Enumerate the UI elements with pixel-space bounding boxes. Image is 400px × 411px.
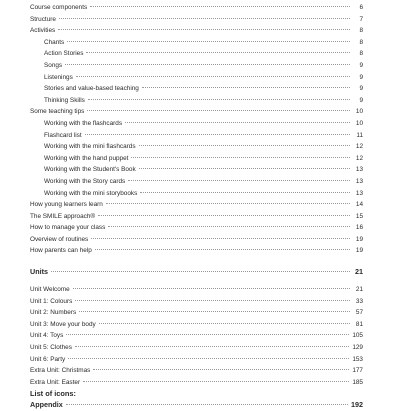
toc-introduction-section — [30, 2, 363, 257]
toc-entry-label: Working with the flashcards — [44, 118, 123, 130]
toc-entry-page: 11 — [352, 130, 363, 142]
toc-entry-label: Unit 5: Clothes — [30, 342, 73, 354]
toc-entry-label: Listenings — [44, 72, 74, 84]
toc-entry-label: Unit 1: Colours — [30, 296, 73, 308]
dot-leader — [99, 323, 350, 324]
dot-leader — [59, 18, 350, 19]
toc-entry[interactable] — [30, 222, 363, 234]
toc-heading-page: 21 — [352, 265, 363, 278]
toc-subentry[interactable] — [30, 118, 363, 130]
dot-leader — [67, 41, 350, 42]
toc-entry-label: Working with the Story cards — [44, 176, 126, 188]
toc-subentry[interactable] — [30, 72, 363, 84]
toc-entry-label: Action Stories — [44, 48, 84, 60]
toc-heading-appendix[interactable] — [30, 398, 363, 411]
toc-subentry[interactable] — [30, 95, 363, 107]
toc-entry-page: 14 — [352, 199, 363, 211]
toc-entry-page: 129 — [351, 342, 363, 354]
toc-entry-page: 16 — [352, 222, 363, 234]
toc-heading-label: Appendix — [30, 400, 63, 410]
list-of-icons-title: List of icons: — [30, 389, 76, 398]
toc-subentry[interactable] — [30, 141, 363, 153]
toc-units-section — [30, 284, 363, 388]
dot-leader — [51, 271, 350, 272]
toc-entry-label: How parents can help — [30, 245, 93, 257]
toc-entry-page: 12 — [352, 153, 363, 165]
toc-entry-label: Thinking Skills — [44, 95, 86, 107]
toc-entry-label: Overview of routines — [30, 234, 89, 246]
dot-leader — [90, 6, 350, 7]
toc-entry-label: Unit Welcome — [30, 284, 71, 296]
dot-leader — [93, 369, 349, 370]
dot-leader — [87, 110, 350, 111]
toc-entry-page: 8 — [352, 25, 363, 37]
table-of-contents — [30, 2, 363, 411]
section-spacer — [30, 388, 363, 398]
toc-entry[interactable] — [30, 307, 363, 319]
toc-entry-page: 9 — [352, 72, 363, 84]
dot-leader — [142, 87, 350, 88]
dot-leader — [128, 180, 350, 181]
toc-subentry[interactable] — [30, 37, 363, 49]
toc-entry[interactable] — [30, 245, 363, 257]
toc-entry-page: 153 — [351, 354, 363, 366]
toc-subentry[interactable] — [30, 60, 363, 72]
toc-entry-label: Working with the hand puppet — [44, 153, 129, 165]
dot-leader — [85, 134, 350, 135]
dot-leader — [79, 311, 350, 312]
toc-entry-page: 21 — [352, 284, 363, 296]
toc-entry-page: 185 — [351, 377, 363, 389]
toc-subentry[interactable] — [30, 83, 363, 95]
toc-entry-page: 8 — [352, 37, 363, 49]
toc-entry-label: Unit 4: Toys — [30, 330, 64, 342]
dot-leader — [140, 192, 350, 193]
toc-entry[interactable] — [30, 234, 363, 246]
section-spacer — [30, 257, 363, 265]
toc-entry-page: 177 — [351, 365, 363, 377]
toc-entry-label: Some teaching tips — [30, 106, 85, 118]
toc-heading-page: 192 — [351, 400, 363, 410]
toc-entry[interactable] — [30, 106, 363, 118]
toc-subentry[interactable] — [30, 48, 363, 60]
toc-entry-page: 9 — [352, 83, 363, 95]
dot-leader — [91, 238, 350, 239]
toc-entry-page: 9 — [352, 60, 363, 72]
toc-entry-page: 57 — [352, 307, 363, 319]
toc-entry-label: Course components — [30, 2, 88, 14]
toc-entry-label: Unit 3: Move your body — [30, 319, 97, 331]
toc-entry-label: How to manage your class — [30, 222, 106, 234]
toc-entry[interactable] — [30, 354, 363, 366]
dot-leader — [58, 29, 350, 30]
toc-entry-label: How young learners learn — [30, 199, 104, 211]
toc-heading-units[interactable] — [30, 265, 363, 278]
toc-entry-page: 105 — [351, 330, 363, 342]
toc-entry-page: 8 — [352, 48, 363, 60]
toc-entry-page: 10 — [352, 118, 363, 130]
toc-entry[interactable] — [30, 342, 363, 354]
toc-subentry[interactable] — [30, 130, 363, 142]
toc-entry[interactable] — [30, 211, 363, 223]
dot-leader — [131, 157, 350, 158]
toc-entry-label: Flashcard list — [44, 130, 83, 142]
dot-leader — [83, 381, 349, 382]
toc-entry-label: Extra Unit: Easter — [30, 377, 81, 389]
toc-subentry[interactable] — [30, 164, 363, 176]
toc-entry-label: Activities — [30, 25, 56, 37]
toc-entry-page: 19 — [352, 234, 363, 246]
toc-entry[interactable] — [30, 25, 363, 37]
dot-leader — [95, 249, 350, 250]
toc-entry[interactable] — [30, 296, 363, 308]
toc-entry-label: Unit 6: Party — [30, 354, 66, 366]
toc-entry-page: 9 — [352, 95, 363, 107]
toc-entry-page: 13 — [352, 188, 363, 200]
toc-entry-page: 10 — [352, 106, 363, 118]
dot-leader — [88, 99, 350, 100]
dot-leader — [66, 334, 349, 335]
toc-entry-page: 13 — [352, 176, 363, 188]
dot-leader — [76, 76, 350, 77]
toc-subentry[interactable] — [30, 188, 363, 200]
toc-entry-label: Unit 2: Numbers — [30, 307, 77, 319]
dot-leader — [73, 288, 350, 289]
toc-entry-page: 7 — [352, 14, 363, 26]
toc-entry-label: Structure — [30, 14, 57, 26]
toc-entry-label: Songs — [44, 60, 63, 72]
toc-entry-page: 19 — [352, 245, 363, 257]
toc-subentry[interactable] — [30, 153, 363, 165]
toc-entry-label: The SMILE approach® — [30, 211, 96, 223]
toc-entry-page: 6 — [352, 2, 363, 14]
toc-entry-label: Working with the mini storybooks — [44, 188, 138, 200]
toc-entry[interactable] — [30, 319, 363, 331]
toc-entry-page: 15 — [352, 211, 363, 223]
toc-entry[interactable] — [30, 199, 363, 211]
dot-leader — [68, 358, 349, 359]
toc-entry[interactable] — [30, 377, 363, 389]
toc-entry-label: Working with the Student's Book — [44, 164, 137, 176]
dot-leader — [125, 122, 350, 123]
dot-leader — [75, 300, 350, 301]
toc-entry-label: Chants — [44, 37, 65, 49]
toc-entry-page: 33 — [352, 296, 363, 308]
dot-leader — [108, 226, 350, 227]
toc-heading-label: Units — [30, 267, 48, 277]
toc-subentry[interactable] — [30, 176, 363, 188]
dot-leader — [75, 346, 349, 347]
toc-entry[interactable] — [30, 330, 363, 342]
toc-entry-label: Extra Unit: Christmas — [30, 365, 91, 377]
toc-entry[interactable] — [30, 284, 363, 296]
dot-leader — [86, 52, 350, 53]
toc-entry-label: Working with the mini flashcards — [44, 141, 137, 153]
toc-entry[interactable] — [30, 365, 363, 377]
toc-entry[interactable] — [30, 2, 363, 14]
toc-entry-page: 81 — [352, 319, 363, 331]
toc-entry-page: 13 — [352, 164, 363, 176]
dot-leader — [106, 203, 350, 204]
dot-leader — [65, 64, 350, 65]
toc-entry-label: Stories and value-based teaching — [44, 83, 140, 95]
dot-leader — [139, 145, 350, 146]
toc-entry-page: 12 — [352, 141, 363, 153]
dot-leader — [98, 215, 350, 216]
dot-leader — [139, 168, 350, 169]
dot-leader — [66, 404, 348, 405]
toc-entry[interactable] — [30, 14, 363, 26]
